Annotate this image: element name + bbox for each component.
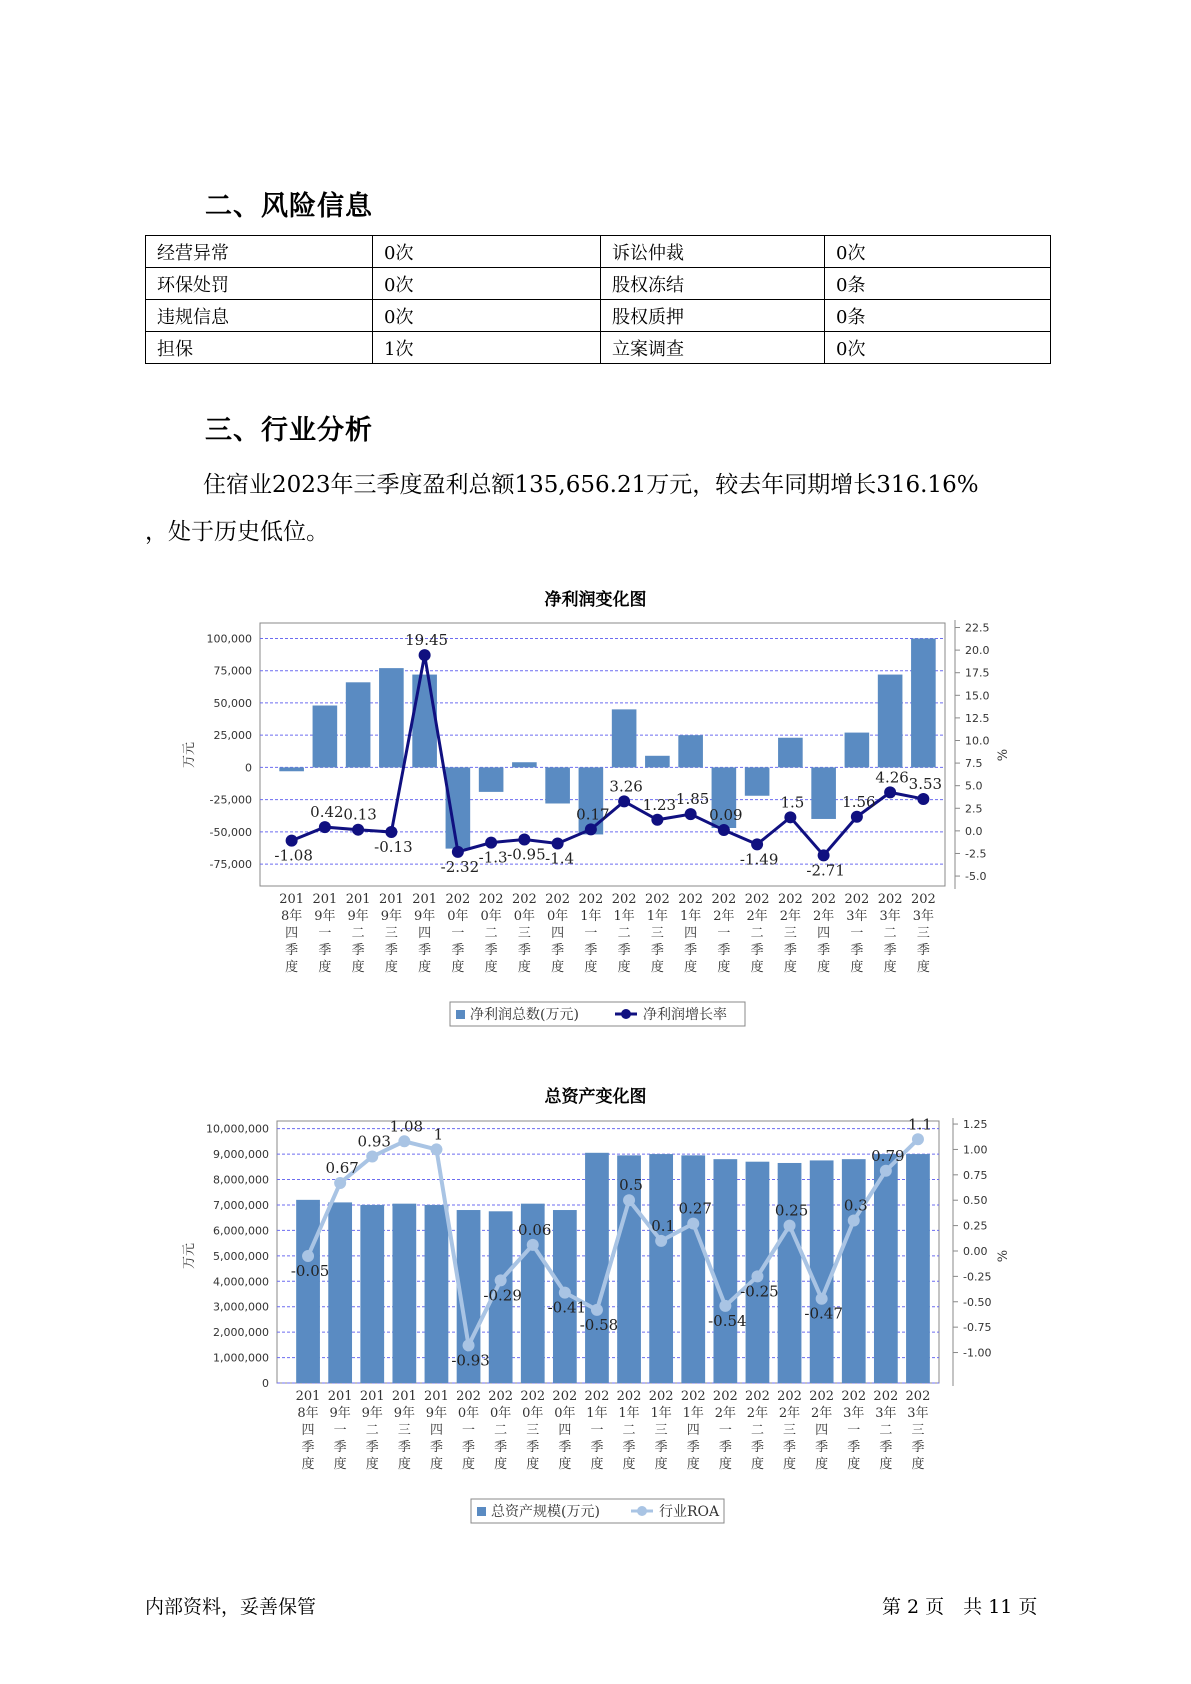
y2-tick-label: 7.5 <box>965 757 983 771</box>
line-point <box>366 1151 378 1163</box>
x-tick-label: 202 2年二季度 <box>745 1389 770 1472</box>
y2-tick-label: 0.75 <box>963 1168 988 1182</box>
data-label: -0.25 <box>740 1282 779 1301</box>
data-label: -1.3 <box>478 848 508 867</box>
section-title-risk: 二、风险信息 <box>205 191 373 222</box>
bar <box>328 1202 352 1383</box>
y-tick-label: 5,000,000 <box>213 1249 269 1263</box>
data-label: 3.26 <box>609 777 643 796</box>
y-tick-label: 3,000,000 <box>213 1300 269 1314</box>
page-number: 第 2 页 共 11 页 <box>882 1596 1038 1618</box>
y-tick-label: 7,000,000 <box>213 1198 269 1212</box>
bar <box>296 1200 320 1383</box>
y2-tick-label: -2.5 <box>965 847 987 861</box>
data-label: 0.3 <box>843 1196 868 1215</box>
data-label: -0.41 <box>547 1298 587 1317</box>
x-tick-label: 201 8年四季度 <box>295 1389 321 1472</box>
chart-title-profit: 净利润变化图 <box>544 590 647 610</box>
x-tick-label: 202 2年三季度 <box>777 1389 802 1472</box>
bar <box>425 1205 449 1383</box>
y2-tick-label: 1.00 <box>963 1143 988 1157</box>
y-tick-label: 50,000 <box>213 696 252 710</box>
y2-axis-label: % <box>996 1249 1011 1263</box>
data-label: -1.08 <box>274 846 313 865</box>
x-tick-label: 201 9年四季度 <box>424 1389 449 1472</box>
legend-line-marker <box>637 1506 647 1516</box>
x-tick-label: 202 2年四季度 <box>811 892 837 975</box>
data-label: 0.09 <box>709 806 743 825</box>
data-label: 0.67 <box>325 1158 359 1177</box>
x-tick-label: 202 3年二季度 <box>873 1389 899 1472</box>
line-point <box>334 1177 346 1189</box>
data-label: 1.08 <box>389 1117 424 1136</box>
data-label: -0.05 <box>290 1262 330 1281</box>
bar <box>649 1154 676 1383</box>
x-tick-label: 201 8年四季度 <box>279 892 305 975</box>
y-tick-label: 0 <box>262 1377 269 1390</box>
data-label: 0.13 <box>343 805 377 824</box>
line-point <box>655 1235 667 1247</box>
y2-tick-label: 10.0 <box>965 734 990 748</box>
x-tick-label: 202 0年二季度 <box>488 1389 514 1472</box>
y-axis-label: 万元 <box>182 1242 197 1270</box>
y-tick-label: 1,000,000 <box>213 1351 269 1365</box>
legend-label: 净利润总数(万元) <box>470 1007 579 1023</box>
x-tick-label: 202 3年二季度 <box>877 892 903 975</box>
x-tick-label: 202 2年三季度 <box>777 892 803 975</box>
legend-label: 总资产规模(万元) <box>491 1504 600 1520</box>
data-label: 0.93 <box>357 1132 391 1151</box>
line-point <box>848 1215 860 1227</box>
line-point <box>687 1218 699 1230</box>
y-tick-label: 0 <box>245 761 252 775</box>
data-label: -1.49 <box>739 850 779 869</box>
table-cell: 股权冻结 <box>601 268 825 300</box>
line-point <box>495 1274 507 1286</box>
data-label: 1 <box>433 1125 444 1144</box>
data-label: 0.27 <box>678 1199 712 1218</box>
bar <box>874 1154 898 1383</box>
line-point <box>816 1293 828 1305</box>
x-tick-label: 202 0年三季度 <box>511 892 537 975</box>
legend-label: 行业ROA <box>659 1504 720 1520</box>
line-point <box>430 1143 442 1155</box>
table-cell: 立案调查 <box>601 332 825 364</box>
y2-tick-label: 5.0 <box>965 779 983 793</box>
y-tick-label: -25,000 <box>209 793 252 807</box>
y2-tick-label: 20.0 <box>965 644 990 658</box>
data-label: -0.58 <box>579 1315 619 1334</box>
data-label: 0.79 <box>871 1146 905 1165</box>
x-tick-label: 202 0年一季度 <box>456 1389 481 1472</box>
bar <box>360 1205 384 1383</box>
data-label: -1.4 <box>545 849 575 868</box>
data-label: 0.5 <box>619 1176 643 1195</box>
x-tick-label: 202 2年一季度 <box>712 1389 738 1472</box>
x-tick-label: 202 1年二季度 <box>611 892 637 975</box>
y2-tick-label: -1.00 <box>963 1346 992 1360</box>
line-point <box>912 1133 924 1145</box>
table-cell: 0条 <box>825 268 1051 300</box>
x-tick-label: 202 3年一季度 <box>841 1389 867 1472</box>
x-tick-label: 202 1年三季度 <box>648 1389 674 1472</box>
y2-tick-label: 0.50 <box>963 1194 988 1208</box>
x-tick-label: 202 0年二季度 <box>478 892 504 975</box>
y-tick-label: 4,000,000 <box>213 1275 269 1289</box>
line-point <box>398 1135 410 1147</box>
bar <box>842 1159 866 1383</box>
table-cell: 违规信息 <box>146 300 373 332</box>
bar <box>778 1163 802 1383</box>
y-axis-label: 万元 <box>182 741 197 769</box>
line-point <box>719 1300 731 1312</box>
data-label: -2.71 <box>806 861 845 880</box>
x-tick-label: 202 0年四季度 <box>545 892 571 975</box>
y2-tick-label: 0.00 <box>963 1244 988 1258</box>
bar <box>713 1159 737 1383</box>
y2-axis-label: % <box>996 748 1011 762</box>
y2-tick-label: -0.25 <box>963 1270 992 1284</box>
y2-tick-label: 22.5 <box>965 621 990 635</box>
table-cell: 1次 <box>373 332 601 364</box>
data-label: 0.42 <box>310 803 344 822</box>
y-tick-label: 100,000 <box>206 632 252 646</box>
table-cell: 0次 <box>373 236 601 268</box>
y2-tick-label: 0.0 <box>965 824 983 838</box>
paragraph-line: ，处于历史低位。 <box>145 519 329 545</box>
table-cell: 经营异常 <box>146 236 373 268</box>
x-tick-label: 201 9年三季度 <box>391 1389 417 1472</box>
y-tick-label: -75,000 <box>209 858 252 872</box>
x-tick-label: 202 0年三季度 <box>520 1389 546 1472</box>
y2-tick-label: -0.75 <box>963 1321 992 1335</box>
x-tick-label: 201 9年一季度 <box>312 892 338 975</box>
x-tick-label: 202 0年四季度 <box>552 1389 578 1472</box>
data-label: 0.06 <box>518 1220 552 1239</box>
y-tick-label: 10,000,000 <box>206 1122 269 1136</box>
data-label: 4.26 <box>875 768 909 787</box>
x-tick-label: 202 0年一季度 <box>445 892 471 975</box>
y2-tick-label: 17.5 <box>965 666 990 680</box>
bar <box>810 1160 834 1383</box>
legend-bar-swatch <box>477 1507 486 1516</box>
line-point <box>559 1287 571 1299</box>
line-point <box>751 1270 763 1282</box>
y2-tick-label: -5.0 <box>965 870 987 884</box>
line-point <box>527 1239 539 1251</box>
y-tick-label: -50,000 <box>209 825 252 839</box>
table-cell: 环保处罚 <box>146 268 373 300</box>
y-tick-label: 9,000,000 <box>213 1148 269 1162</box>
data-label: 1.1 <box>908 1115 932 1134</box>
table-cell: 股权质押 <box>601 300 825 332</box>
line-point <box>880 1165 892 1177</box>
y2-tick-label: 12.5 <box>965 711 990 725</box>
line-point <box>302 1250 314 1262</box>
x-tick-label: 202 1年一季度 <box>578 892 604 975</box>
table-cell: 担保 <box>146 332 373 364</box>
table-cell: 0次 <box>373 268 601 300</box>
y-tick-label: 2,000,000 <box>213 1326 269 1340</box>
x-tick-label: 201 9年二季度 <box>345 892 371 975</box>
table-cell: 0条 <box>825 300 1051 332</box>
data-label: 0.25 <box>774 1201 809 1220</box>
y2-tick-label: -0.50 <box>963 1295 992 1309</box>
bar <box>681 1155 705 1383</box>
x-tick-label: 202 1年二季度 <box>616 1389 642 1472</box>
x-tick-label: 201 9年四季度 <box>412 892 438 975</box>
y2-tick-label: 0.25 <box>963 1219 988 1233</box>
data-label: 19.45 <box>405 631 449 650</box>
line-point <box>623 1194 635 1206</box>
data-label: 1.23 <box>642 795 677 814</box>
y-tick-label: 25,000 <box>213 729 252 743</box>
y2-tick-label: 2.5 <box>965 802 983 816</box>
data-label: 0.17 <box>576 805 610 824</box>
data-label: -0.47 <box>804 1304 843 1323</box>
table-cell: 0次 <box>825 332 1051 364</box>
line-point <box>463 1339 475 1351</box>
data-label: -0.54 <box>708 1311 747 1330</box>
table-cell: 0次 <box>373 300 601 332</box>
x-tick-label: 202 3年一季度 <box>844 892 870 975</box>
data-label: 1.56 <box>842 792 876 811</box>
data-label: 0.1 <box>651 1216 676 1235</box>
x-tick-label: 202 2年四季度 <box>809 1389 835 1472</box>
line-point <box>591 1304 603 1316</box>
y-tick-label: 6,000,000 <box>213 1224 269 1238</box>
data-label: -0.13 <box>374 838 413 857</box>
x-tick-label: 202 3年三季度 <box>905 1389 931 1472</box>
x-tick-label: 202 2年二季度 <box>744 892 770 975</box>
data-label: -0.93 <box>451 1351 490 1370</box>
section-title-industry: 三、行业分析 <box>205 415 373 446</box>
data-label: 1.5 <box>780 793 805 812</box>
table-cell: 诉讼仲裁 <box>601 236 825 268</box>
data-label: 1.85 <box>675 790 710 809</box>
y2-tick-label: 1.25 <box>963 1118 988 1132</box>
x-tick-label: 202 1年一季度 <box>584 1389 610 1472</box>
legend-label: 净利润增长率 <box>643 1007 727 1023</box>
table-cell: 0次 <box>825 236 1051 268</box>
bar <box>392 1204 416 1383</box>
data-label: -0.29 <box>483 1286 522 1305</box>
bar <box>906 1154 930 1383</box>
y2-tick-label: 15.0 <box>965 689 990 703</box>
bar <box>585 1153 609 1383</box>
x-tick-label: 202 1年三季度 <box>644 892 670 975</box>
x-tick-label: 201 9年一季度 <box>327 1389 353 1472</box>
data-label: -0.95 <box>507 845 546 864</box>
x-tick-label: 202 1年四季度 <box>678 892 704 975</box>
x-tick-label: 201 9年二季度 <box>359 1389 385 1472</box>
line-point <box>784 1220 796 1232</box>
y-tick-label: 75,000 <box>213 664 252 678</box>
paragraph-line: 住宿业2023年三季度盈利总额135,656.21万元，较去年同期增长316.16% <box>203 472 979 498</box>
data-label: -2.32 <box>440 857 480 876</box>
x-tick-label: 201 9年三季度 <box>378 892 404 975</box>
x-tick-label: 202 3年三季度 <box>910 892 936 975</box>
x-tick-label: 202 2年一季度 <box>711 892 737 975</box>
data-label: 3.53 <box>908 774 943 793</box>
x-tick-label: 202 1年四季度 <box>680 1389 706 1472</box>
y-tick-label: 8,000,000 <box>213 1173 269 1187</box>
chart-title-assets: 总资产变化图 <box>544 1087 647 1107</box>
footer-note: 内部资料，妥善保管 <box>145 1596 317 1618</box>
